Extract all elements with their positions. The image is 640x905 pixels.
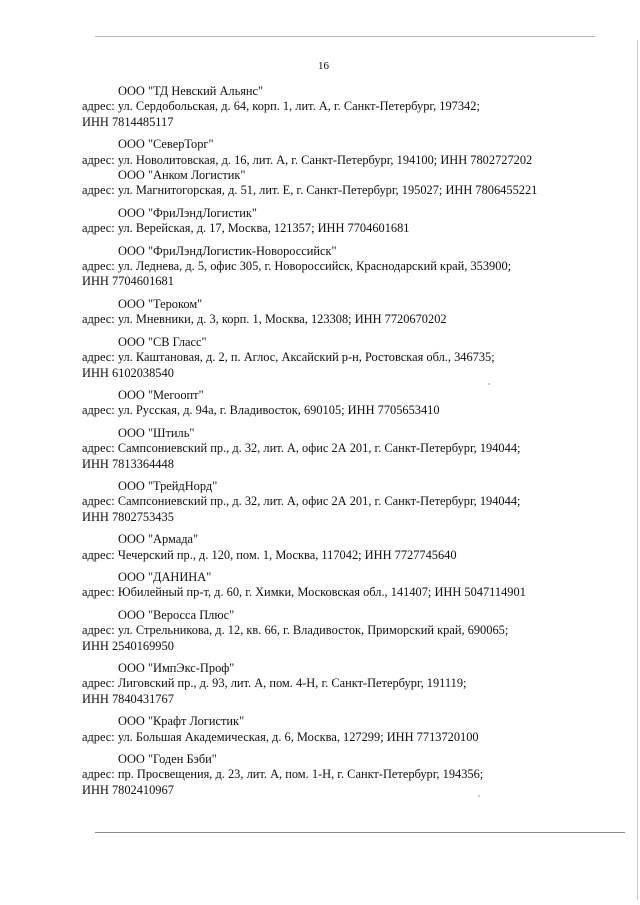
- company-entry: [0, 335, 640, 381]
- company-name: ООО "ТрейдНорд": [118, 478, 218, 493]
- company-name: ООО "ТД Невский Альянс": [118, 84, 264, 98]
- company-inn: ИНН 6102038540: [82, 365, 174, 380]
- company-list: [0, 84, 640, 805]
- company-address: адрес: ул. Большая Академическая, д. 6, Москва, 127299; ИНН 7713720100: [82, 729, 479, 744]
- scan-speck: [488, 383, 490, 385]
- company-address: адрес: ул. Русская, д. 94а, г. Владивосток, 690105; ИНН 7705653410: [82, 403, 440, 418]
- company-address: адрес: ул. Каштановая, д. 2, п. Аглос, Аксайский р-н, Ростовская обл., 346735;: [82, 350, 495, 365]
- company-address: адрес: ул. Магнитогорская, д. 51, лит. Е, г. Санкт-Петербург, 195027; ИНН 7806455221: [82, 183, 538, 198]
- company-address: адрес: Чечерский пр., д. 120, пом. 1, Москва, 117042; ИНН 7727745640: [82, 547, 457, 562]
- company-name: ООО "Штиль": [118, 425, 195, 440]
- company-address: адрес: пр. Просвещения, д. 23, лит. А, пом. 1-Н, г. Санкт-Петербург, 194356;: [82, 767, 484, 782]
- company-entry: [0, 714, 640, 745]
- company-inn: ИНН 7813364448: [82, 456, 174, 471]
- company-name: ООО "Веросса Плюс": [118, 607, 235, 622]
- company-entry: [0, 297, 640, 328]
- company-entry: [0, 570, 640, 601]
- company-entry: [0, 388, 640, 419]
- scan-speck: [478, 795, 480, 797]
- company-entry: [0, 244, 640, 290]
- company-entry: [0, 206, 640, 237]
- company-name: ООО "СВ Гласс": [118, 334, 207, 349]
- company-name: ООО "ФриЛэндЛогистик": [118, 205, 257, 220]
- company-address: адрес: ул. Новолитовская, д. 16, лит. А, г. Санкт-Петербург, 194100; ИНН 7802727202: [82, 152, 533, 167]
- company-address: адрес: ул. Верейская, д. 17, Москва, 121357; ИНН 7704601681: [82, 221, 410, 236]
- company-name: ООО "ФриЛэндЛогистик-Новороссийск": [118, 243, 337, 258]
- company-entry: [0, 661, 640, 707]
- company-inn: ИНН 7704601681: [82, 274, 174, 289]
- page-number: 16: [318, 60, 329, 72]
- scan-top-rule: [95, 36, 595, 37]
- company-name: ООО "Годен Бэби": [118, 752, 217, 767]
- company-entry: [0, 168, 640, 199]
- company-name: ООО "Крафт Логистик": [118, 714, 245, 729]
- company-address: адрес: Юбилейный пр-т, д. 60, г. Химки, Московская обл., 141407; ИНН 5047114901: [82, 585, 526, 600]
- company-address: адрес: ул. Мневники, д. 3, корп. 1, Москва, 123308; ИНН 7720670202: [82, 312, 447, 327]
- company-inn: ИНН 7802753435: [82, 509, 174, 524]
- company-name: ООО "Анком Логистик": [118, 168, 246, 183]
- company-entry: [0, 752, 640, 798]
- company-name: ООО "СеверТорг": [118, 137, 214, 152]
- company-entry: [0, 608, 640, 654]
- company-entry: [0, 532, 640, 563]
- company-address: адрес: Сампсониевский пр., д. 32, лит. А, офис 2А 201, г. Санкт-Петербург, 194044;: [82, 441, 521, 456]
- company-inn: ИНН 7840431767: [82, 691, 174, 706]
- company-address: адрес: ул. Леднева, д. 5, офис 305, г. Новороссийск, Краснодарский край, 353900;: [82, 259, 512, 274]
- company-name: ООО "ИмпЭкс-Проф": [118, 661, 235, 675]
- company-address: адрес: ул. Сердобольская, д. 64, корп. 1, лит. А, г. Санкт-Петербург, 197342;: [82, 99, 480, 114]
- scan-bottom-rule: [95, 832, 625, 833]
- company-inn: ИНН 7814485117: [82, 114, 174, 129]
- company-address: адрес: Сампсониевский пр., д. 32, лит. А, офис 2А 201, г. Санкт-Петербург, 194044;: [82, 494, 521, 509]
- company-inn: ИНН 7802410967: [82, 782, 174, 797]
- company-entry: [0, 137, 640, 168]
- company-address: адрес: ул. Стрельникова, д. 12, кв. 66, г. Владивосток, Приморский край, 690065;: [82, 623, 509, 638]
- company-entry: [0, 426, 640, 472]
- company-inn: ИНН 2540169950: [82, 638, 174, 653]
- company-entry: [0, 479, 640, 525]
- company-name: ООО "Армада": [118, 532, 199, 547]
- company-address: адрес: Лиговский пр., д. 93, лит. А, пом. 4-Н, г. Санкт-Петербург, 191119;: [82, 676, 467, 691]
- company-name: ООО "ДАНИНА": [118, 569, 212, 584]
- company-name: ООО "Мегоопт": [118, 387, 204, 402]
- company-entry: [0, 84, 640, 130]
- company-name: ООО "Тероком": [118, 296, 203, 311]
